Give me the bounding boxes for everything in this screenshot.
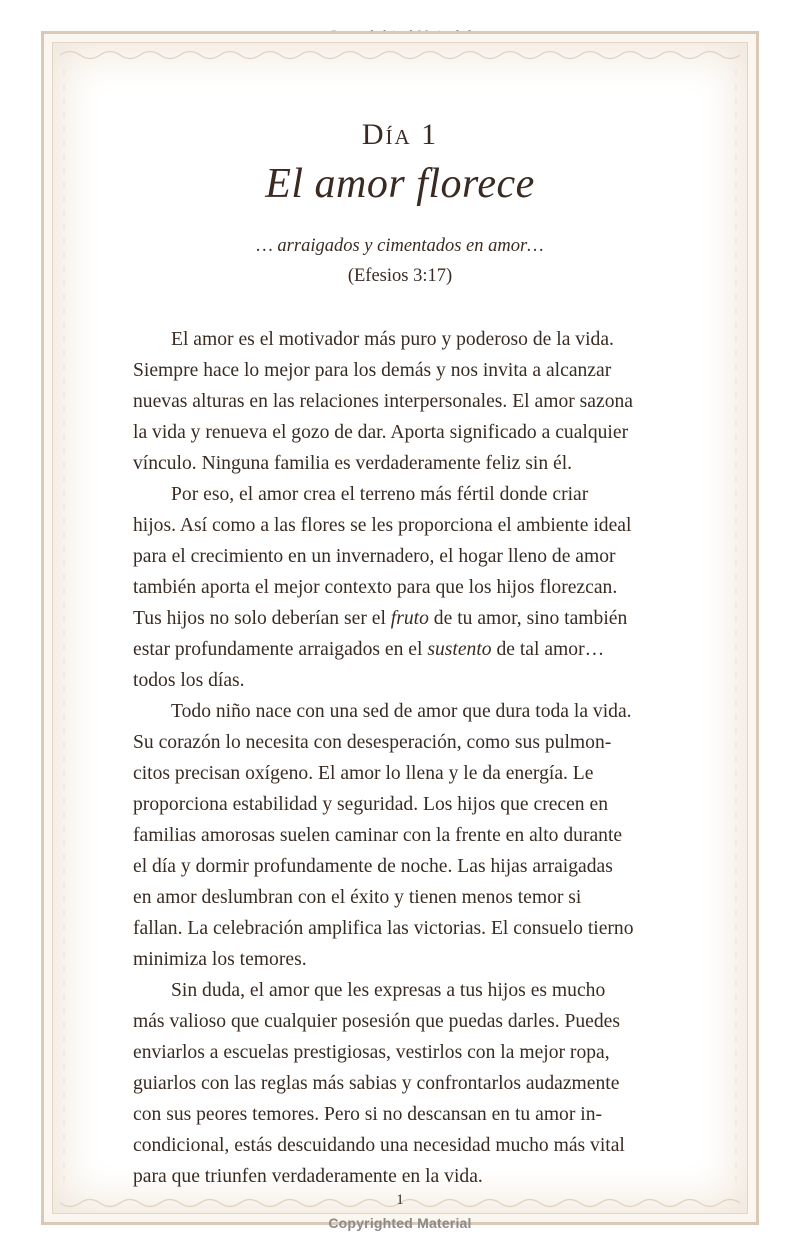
text-line: Todo niño nace con una sed de amor que dura toda la vida. — [171, 701, 632, 722]
text-line: El amor es el motivador más puro y poderoso de la vida. — [171, 329, 614, 350]
epigraph-verse: … arraigados y cimentados en amor… — [256, 236, 544, 256]
text-line: también aporta el mejor contexto para que los hijos florezcan. — [133, 577, 618, 598]
text-line: la vida y renueva el gozo de dar. Aporta significado a cualquier — [133, 422, 629, 443]
ornament-border-top — [60, 48, 740, 62]
epigraph-reference: (Efesios 3:17) — [347, 266, 453, 286]
text-line: Por eso, el amor crea el terreno más fértil donde criar — [171, 484, 589, 505]
text-line: vínculo. Ninguna familia es verdaderamente feliz sin él. — [133, 453, 573, 474]
text-line: minimiza los temores. — [133, 949, 307, 970]
body-text — [133, 324, 688, 1192]
copyright-watermark-bottom: Copyrighted Material — [328, 1215, 472, 1231]
day-heading: Día 1 — [361, 118, 439, 151]
text-line: Tus hijos no solo deberían ser el fruto de tu amor, sino también — [133, 608, 628, 629]
text-line: enviarlos a escuelas prestigiosas, vestirlos con la mejor ropa, — [133, 1042, 610, 1063]
paragraph — [133, 975, 688, 1192]
paragraph — [133, 479, 688, 696]
text-line: para que triunfen verdaderamente en la vida. — [133, 1166, 483, 1187]
text-line: para el crecimiento en un invernadero, el hogar lleno de amor — [133, 546, 616, 567]
text-line: con sus peores temores. Pero si no descansan en tu amor in- — [133, 1104, 603, 1125]
page-number: 1 — [396, 1192, 404, 1208]
text-line: proporciona estabilidad y seguridad. Los hijos que crecen en — [133, 794, 608, 815]
text-line: hijos. Así como a las flores se les proporciona el ambiente ideal — [133, 515, 632, 536]
text-line: todos los días. — [133, 670, 245, 691]
text-line: nuevas alturas en las relaciones interpersonales. El amor sazona — [133, 391, 633, 412]
text-line: Siempre hace lo mejor para los demás y nos invita a alcanzar — [133, 360, 612, 381]
text-line: el día y dormir profundamente de noche. Las hijas arraigadas — [133, 856, 613, 877]
text-line: citos precisan oxígeno. El amor lo llena y le da energía. Le — [133, 763, 594, 784]
text-line: Su corazón lo necesita con desesperación, como sus pulmon- — [133, 732, 612, 753]
text-line: estar profundamente arraigados en el sustento de tal amor… — [133, 639, 605, 660]
paragraph — [133, 696, 688, 975]
text-line: fallan. La celebración amplifica las victorias. El consuelo tierno — [133, 918, 634, 939]
text-line: en amor deslumbran con el éxito y tienen menos temor si — [133, 887, 582, 908]
paragraph — [133, 324, 688, 479]
chapter-title: El amor florece — [265, 161, 535, 207]
text-line: familias amorosas suelen caminar con la frente en alto durante — [133, 825, 623, 846]
emphasis: fruto — [390, 608, 429, 629]
emphasis: sustento — [427, 639, 492, 660]
text-line: condicional, estás descuidando una necesidad mucho más vital — [133, 1135, 625, 1156]
text-line: Sin duda, el amor que les expresas a tus hijos es mucho — [171, 980, 606, 1001]
text-line: más valioso que cualquier posesión que puedas darles. Puedes — [133, 1011, 621, 1032]
text-line: guiarlos con las reglas más sabias y confrontarlos audazmente — [133, 1073, 620, 1094]
